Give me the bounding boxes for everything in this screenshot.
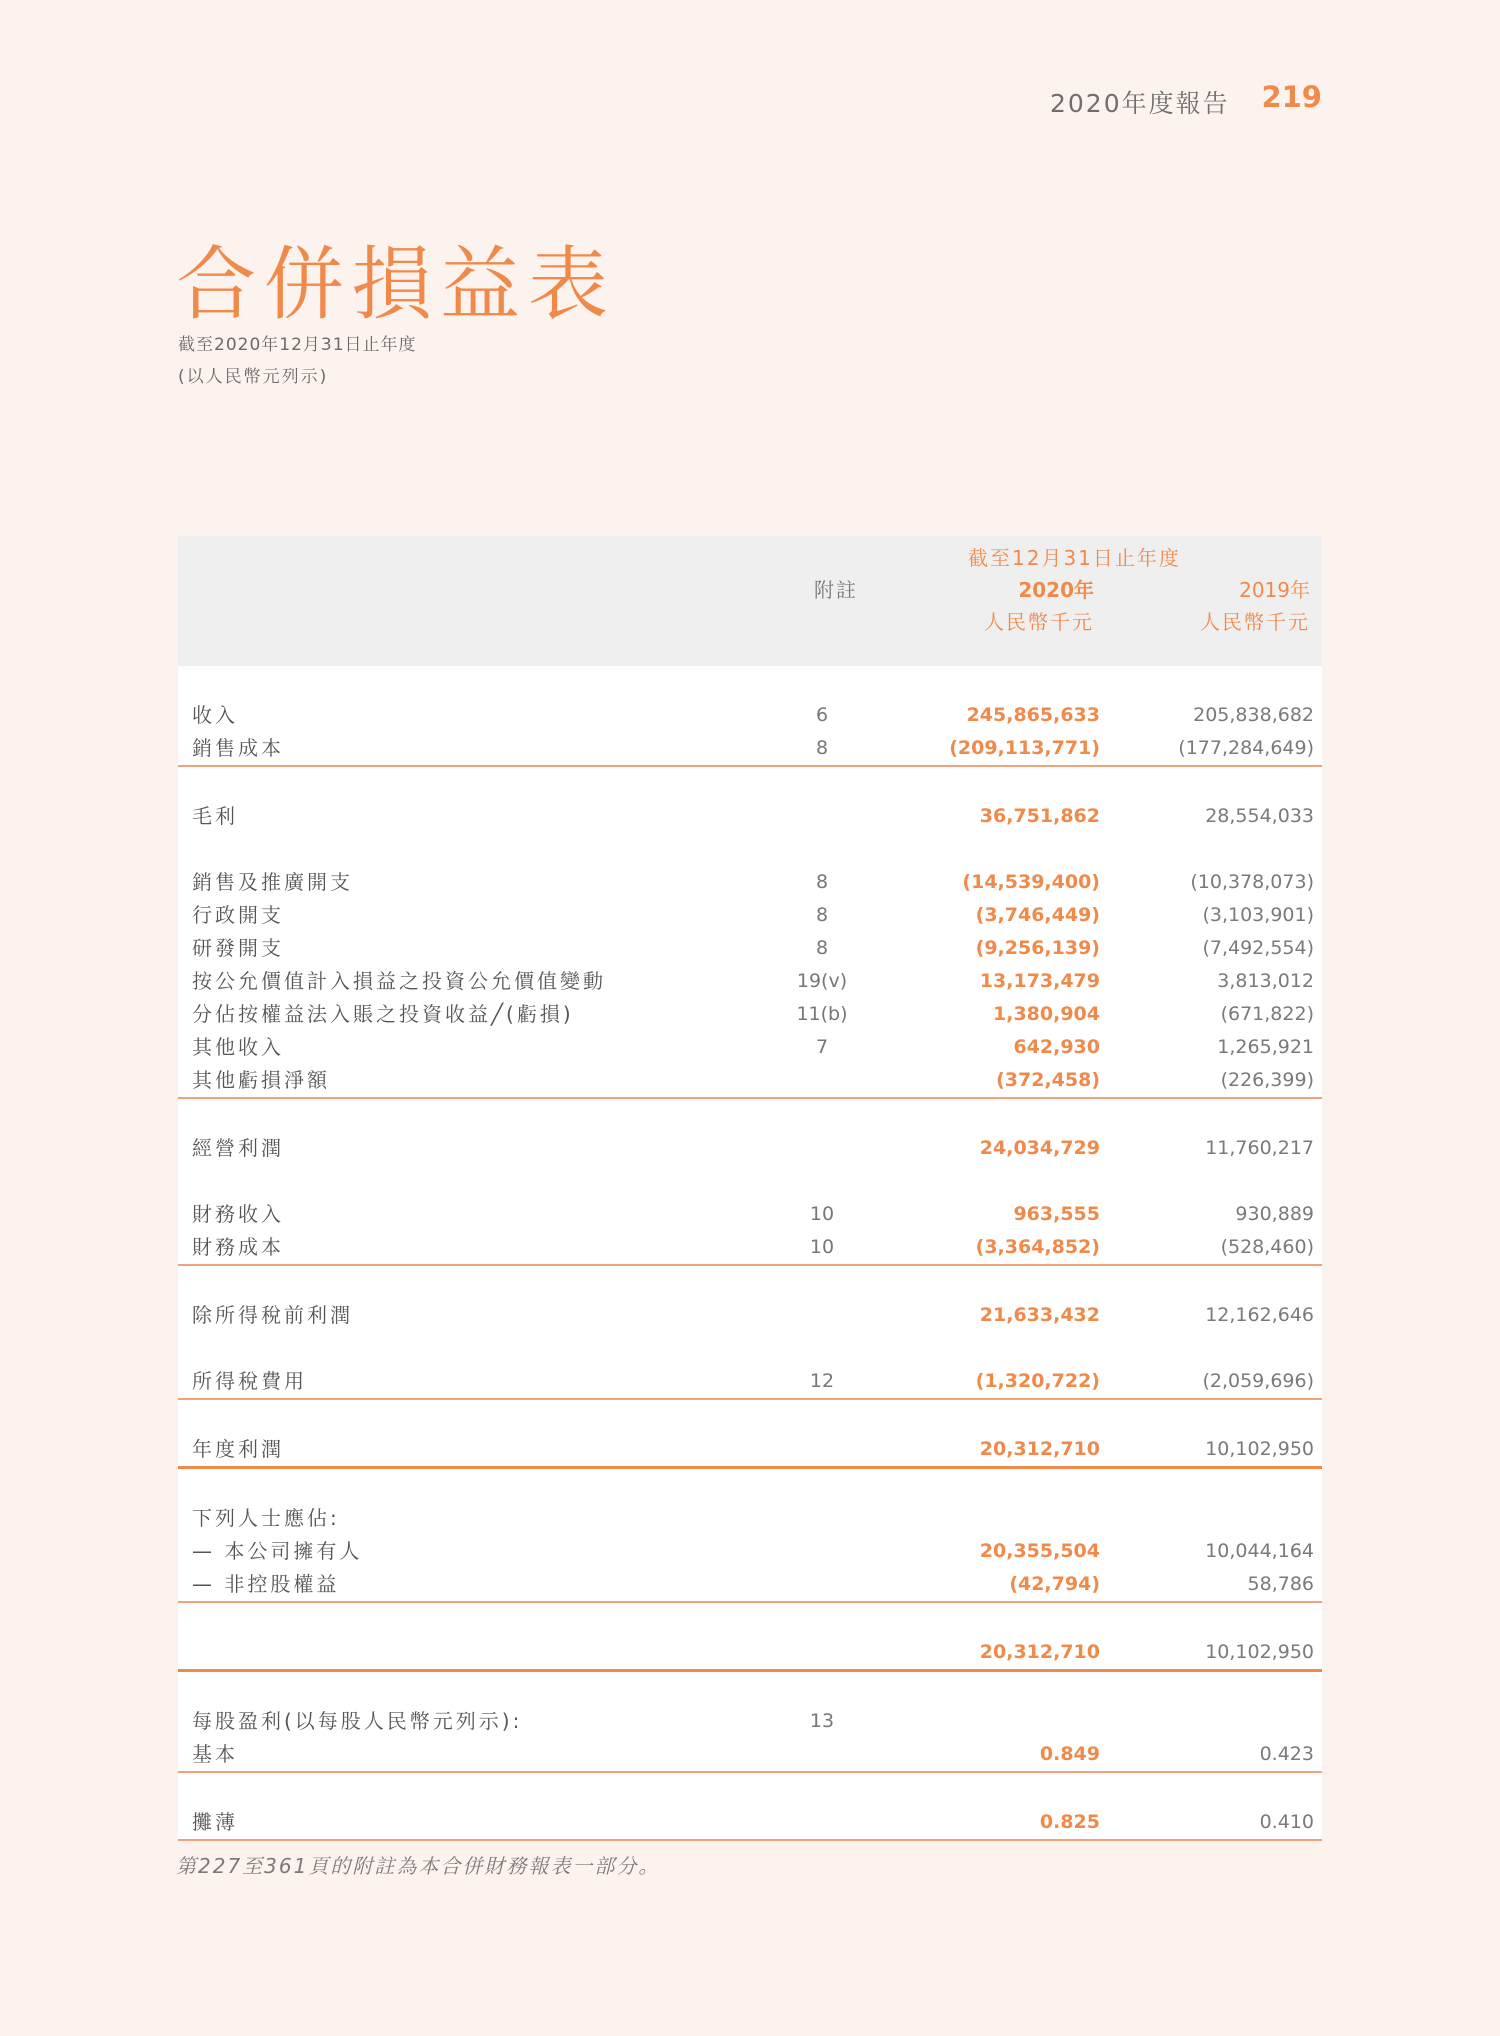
row-label: 財務收入 <box>192 1202 284 1226</box>
row-note: 7 <box>815 1036 829 1058</box>
page-header <box>1040 82 1326 122</box>
row-value-2019: 1,265,921 <box>1217 1036 1314 1058</box>
header-period: 截至12月31日止年度 <box>968 546 1181 570</box>
table-row <box>178 1636 1322 1672</box>
table-row <box>178 1568 1322 1603</box>
row-label: 所得稅費用 <box>192 1369 307 1393</box>
row-note: 12 <box>809 1370 835 1392</box>
table-row <box>178 932 1322 965</box>
row-label: 研發開支 <box>192 936 284 960</box>
table-row <box>178 866 1322 899</box>
row-value-2019: 0.410 <box>1259 1811 1314 1833</box>
footnote: 第227至361頁的附註為本合併財務報表一部分。 <box>176 1854 661 1878</box>
table-row <box>178 1132 1322 1165</box>
row-value-2019: 930,889 <box>1235 1203 1314 1225</box>
row-value-2019: 3,813,012 <box>1217 970 1314 992</box>
row-label: 分佔按權益法入賬之投資收益╱(虧損) <box>192 1002 574 1026</box>
row-value-2019: 12,162,646 <box>1205 1304 1314 1326</box>
header-unit-2019: 人民幣千元 <box>1200 610 1310 634</box>
table-row <box>178 1064 1322 1099</box>
row-label: 其他虧損淨額 <box>192 1068 330 1092</box>
header-unit-2020: 人民幣千元 <box>984 610 1094 634</box>
report-name: 2020年度報告 <box>1050 89 1230 118</box>
row-value-2019: 11,760,217 <box>1205 1137 1314 1159</box>
period-subtitle: 截至2020年12月31日止年度 <box>178 335 417 355</box>
row-note: 13 <box>809 1710 835 1732</box>
row-value-2020: 13,173,479 <box>979 970 1100 992</box>
row-label: 經營利潤 <box>192 1136 284 1160</box>
row-label: 每股盈利(以每股人民幣元列示): <box>192 1709 523 1733</box>
table-row <box>178 1705 1322 1738</box>
row-label: 按公允價值計入損益之投資公允價值變動 <box>192 969 606 993</box>
table-header <box>178 536 1322 666</box>
row-note: 8 <box>815 871 829 893</box>
row-value-2020: 245,865,633 <box>966 704 1100 726</box>
row-value-2020: (1,320,722) <box>975 1370 1100 1392</box>
row-value-2020: (209,113,771) <box>949 737 1100 759</box>
row-label: — 非控股權益 <box>192 1572 340 1596</box>
row-value-2020: 963,555 <box>1013 1203 1100 1225</box>
row-label: 毛利 <box>192 804 238 828</box>
row-value-2019: (3,103,901) <box>1202 904 1314 926</box>
page-number: 219 <box>1261 80 1322 114</box>
table-row <box>178 1299 1322 1332</box>
row-value-2019: 58,786 <box>1247 1573 1314 1595</box>
table-row <box>178 800 1322 833</box>
row-label: 年度利潤 <box>192 1437 284 1461</box>
row-value-2020: (42,794) <box>1009 1573 1100 1595</box>
row-value-2019: 10,102,950 <box>1205 1438 1314 1460</box>
row-value-2020: 21,633,432 <box>979 1304 1100 1326</box>
row-note: 6 <box>815 704 829 726</box>
table-row <box>178 1031 1322 1064</box>
table-row <box>178 1806 1322 1841</box>
row-label: 財務成本 <box>192 1235 284 1259</box>
table-row <box>178 1535 1322 1568</box>
row-value-2020: 20,312,710 <box>979 1438 1100 1460</box>
row-note: 8 <box>815 937 829 959</box>
table-row <box>178 1231 1322 1266</box>
row-value-2020: 0.849 <box>1039 1743 1100 1765</box>
row-note: 11(b) <box>796 1003 848 1025</box>
row-note: 19(v) <box>796 970 848 992</box>
table-row <box>178 1433 1322 1469</box>
row-value-2019: 0.423 <box>1259 1743 1314 1765</box>
table-row <box>178 899 1322 932</box>
row-label: 攤薄 <box>192 1810 238 1834</box>
row-value-2020: (372,458) <box>996 1069 1100 1091</box>
row-label: 行政開支 <box>192 903 284 927</box>
row-value-2019: 10,044,164 <box>1205 1540 1314 1562</box>
row-value-2019: (2,059,696) <box>1202 1370 1314 1392</box>
table-row <box>178 1502 1322 1535</box>
table-row <box>178 1365 1322 1400</box>
table-row <box>178 998 1322 1031</box>
currency-subtitle: (以人民幣元列示) <box>178 367 329 387</box>
income-statement-table <box>178 536 1322 1841</box>
row-value-2020: 36,751,862 <box>979 805 1100 827</box>
row-value-2019: (177,284,649) <box>1178 737 1314 759</box>
table-row <box>178 1738 1322 1773</box>
row-value-2020: 24,034,729 <box>979 1137 1100 1159</box>
row-value-2019: (7,492,554) <box>1202 937 1314 959</box>
table-row <box>178 732 1322 767</box>
row-value-2020: (9,256,139) <box>975 937 1100 959</box>
row-value-2019: 205,838,682 <box>1193 704 1314 726</box>
row-note: 10 <box>809 1236 835 1258</box>
row-note: 8 <box>815 904 829 926</box>
table-row <box>178 965 1322 998</box>
table-row <box>178 699 1322 732</box>
row-note: 10 <box>809 1203 835 1225</box>
row-note: 8 <box>815 737 829 759</box>
header-year-2019: 2019年 <box>1239 578 1310 602</box>
header-year-2020: 2020年 <box>1018 578 1094 602</box>
row-value-2019: 10,102,950 <box>1205 1641 1314 1663</box>
row-value-2020: 20,312,710 <box>979 1641 1100 1663</box>
row-value-2020: 20,355,504 <box>979 1540 1100 1562</box>
row-value-2019: (528,460) <box>1220 1236 1314 1258</box>
table-body <box>178 666 1322 1841</box>
header-note: 附註 <box>814 578 858 602</box>
row-value-2019: (10,378,073) <box>1190 871 1314 893</box>
row-value-2019: (226,399) <box>1220 1069 1314 1091</box>
row-value-2020: 0.825 <box>1039 1811 1100 1833</box>
row-value-2019: 28,554,033 <box>1205 805 1314 827</box>
row-label: 銷售及推廣開支 <box>192 870 353 894</box>
row-label: 其他收入 <box>192 1035 284 1059</box>
row-label: 銷售成本 <box>192 736 284 760</box>
row-value-2020: (3,746,449) <box>975 904 1100 926</box>
row-value-2020: (14,539,400) <box>962 871 1100 893</box>
row-value-2020: 642,930 <box>1013 1036 1100 1058</box>
row-label: — 本公司擁有人 <box>192 1539 363 1563</box>
row-label: 下列人士應佔: <box>192 1506 340 1530</box>
row-label: 除所得稅前利潤 <box>192 1303 353 1327</box>
row-value-2020: 1,380,904 <box>993 1003 1100 1025</box>
table-row <box>178 1198 1322 1231</box>
row-label: 基本 <box>192 1742 238 1766</box>
row-value-2020: (3,364,852) <box>975 1236 1100 1258</box>
page-title: 合併損益表 <box>176 238 616 331</box>
row-value-2019: (671,822) <box>1220 1003 1314 1025</box>
row-label: 收入 <box>192 703 238 727</box>
